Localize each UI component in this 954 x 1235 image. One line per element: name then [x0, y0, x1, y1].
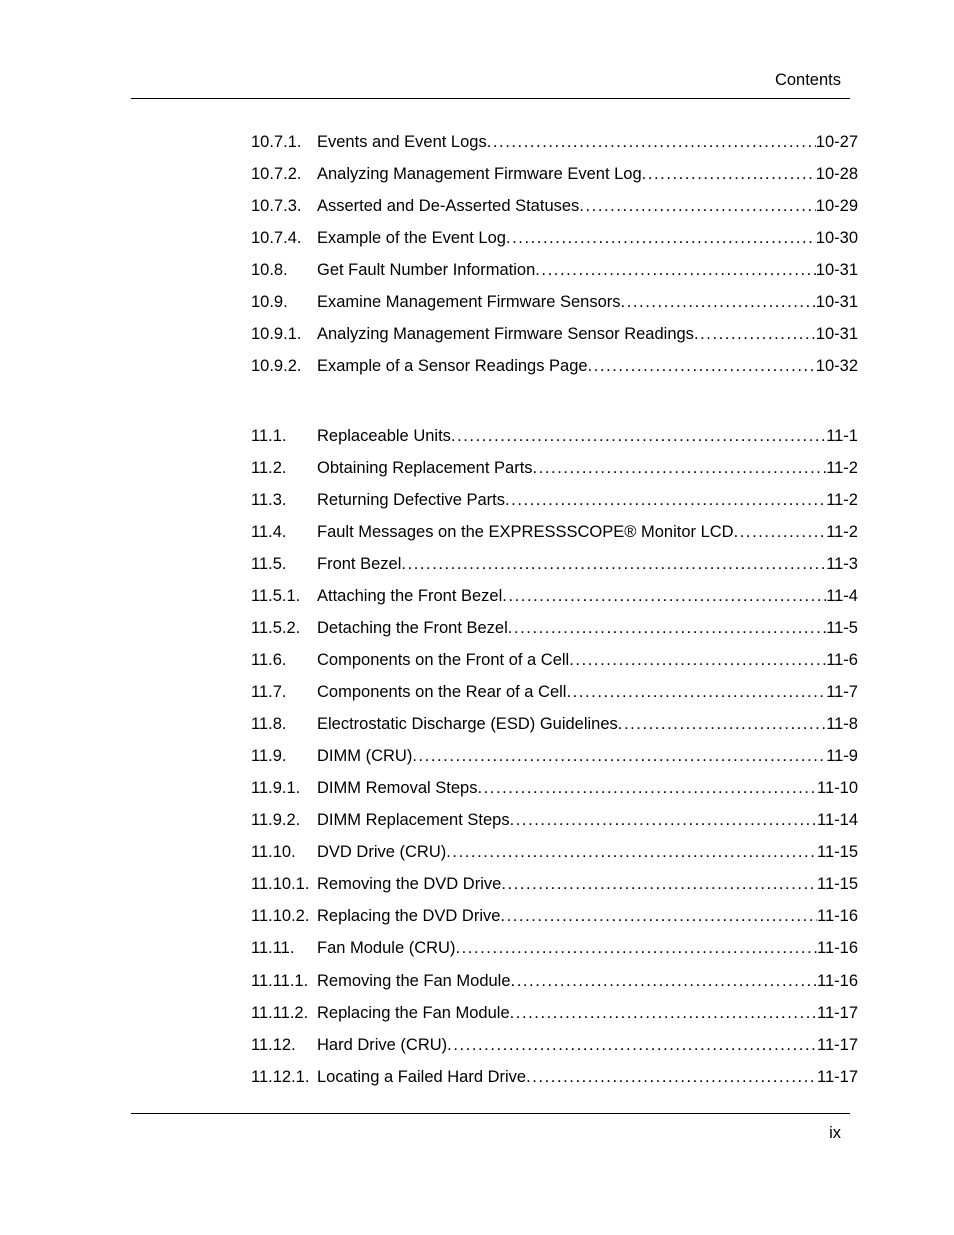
toc-dot-leader [734, 521, 827, 543]
toc-entry-page: 11-7 [826, 683, 858, 701]
toc-dot-leader [446, 841, 817, 863]
toc-entry-number: 11.4. [251, 523, 287, 541]
toc-dot-leader [533, 457, 827, 479]
toc-dot-leader [569, 649, 826, 671]
header-rule [131, 98, 850, 99]
toc-entry-title: Example of a Sensor Readings Page [317, 357, 588, 375]
toc-entry-page: 11-2 [826, 523, 858, 541]
toc-dot-leader [447, 1034, 817, 1056]
toc-entry-number: 11.11.1. [251, 972, 309, 990]
page-number: ix [829, 1124, 841, 1142]
toc-entry[interactable] [251, 163, 858, 185]
toc-dot-leader [412, 745, 826, 767]
toc-dot-leader [618, 713, 826, 735]
toc-entry-title: Components on the Front of a Cell [317, 651, 570, 669]
toc-entry-title: Removing the DVD Drive [317, 875, 502, 893]
toc-dot-leader [500, 905, 817, 927]
toc-entry[interactable] [251, 937, 858, 959]
toc-entry-title: Electrostatic Discharge (ESD) Guidelines [317, 715, 618, 733]
toc-entry-title: Locating a Failed Hard Drive [317, 1068, 527, 1086]
toc-entry-number: 11.9.1. [251, 779, 301, 797]
toc-entry-title: Detaching the Front Bezel [317, 619, 508, 637]
toc-entry-number: 11.12. [251, 1036, 296, 1054]
toc-dot-leader [401, 553, 826, 575]
toc-entry-number: 11.11.2. [251, 1004, 309, 1022]
toc-entry[interactable] [251, 1066, 858, 1088]
toc-entry-number: 11.9. [251, 747, 287, 765]
toc-entry-title: DIMM Removal Steps [317, 779, 478, 797]
toc-entry[interactable] [251, 873, 858, 895]
toc-entry-number: 11.11. [251, 939, 295, 957]
toc-entry-number: 10.8. [251, 261, 288, 279]
toc-dot-leader [535, 259, 816, 281]
toc-entry-page: 10-31 [815, 261, 858, 279]
toc-entry[interactable] [251, 457, 858, 479]
toc-entry-title: Events and Event Logs [317, 133, 487, 151]
toc-entry[interactable] [251, 1034, 858, 1056]
toc-entry[interactable] [251, 617, 858, 639]
toc-dot-leader [510, 809, 817, 831]
toc-entry-title: DIMM Replacement Steps [317, 811, 510, 829]
toc-entry-page: 10-32 [815, 357, 858, 375]
toc-entry-number: 11.5.2. [251, 619, 301, 637]
toc-entry[interactable] [251, 259, 858, 281]
toc-dot-leader [579, 195, 815, 217]
toc-entry[interactable] [251, 521, 858, 543]
toc-dot-leader [506, 227, 816, 249]
toc-entry-page: 10-27 [815, 133, 858, 151]
toc-entry[interactable] [251, 425, 858, 447]
toc-entry[interactable] [251, 323, 858, 345]
toc-dot-leader [621, 291, 816, 313]
toc-entry[interactable] [251, 291, 858, 313]
toc-entry-page: 11-10 [817, 779, 858, 797]
toc-entry-page: 11-6 [826, 651, 858, 669]
toc-entry[interactable] [251, 841, 858, 863]
toc-entry-number: 11.10.2. [251, 907, 310, 925]
toc-entry-page: 10-31 [815, 293, 858, 311]
toc-entry[interactable] [251, 355, 858, 377]
toc-entry-page: 11-8 [826, 715, 858, 733]
toc-entry-page: 11-2 [826, 491, 858, 509]
toc-entry-title: Analyzing Management Firmware Sensor Readings [317, 325, 694, 343]
toc-dot-leader [588, 355, 816, 377]
toc-dot-leader [455, 937, 817, 959]
toc-entry-number: 10.9.2. [251, 357, 302, 375]
toc-entry-number: 10.7.1. [251, 133, 302, 151]
toc-dot-leader [477, 777, 817, 799]
toc-entry-title: Fan Module (CRU) [317, 939, 456, 957]
toc-entry[interactable] [251, 1002, 858, 1024]
toc-entry-title: Replacing the DVD Drive [317, 907, 501, 925]
toc-entry-number: 10.9.1. [251, 325, 302, 343]
toc-entry-number: 11.7. [251, 683, 287, 701]
toc-dot-leader [510, 1002, 817, 1024]
toc-entry-page: 11-17 [817, 1036, 858, 1054]
toc-entry-page: 11-3 [826, 555, 858, 573]
toc-entry[interactable] [251, 713, 858, 735]
toc-entry-page: 11-16 [817, 907, 858, 925]
toc-entry-title: Fault Messages on the EXPRESSSCOPE® Monitor LCD [317, 523, 734, 541]
toc-entry-title: Hard Drive (CRU) [317, 1036, 448, 1054]
toc-entry-number: 11.1. [251, 427, 287, 445]
toc-entry-number: 11.8. [251, 715, 287, 733]
toc-entry-number: 11.10.1. [251, 875, 310, 893]
toc-entry-title: Analyzing Management Firmware Event Log [317, 165, 642, 183]
toc-entry[interactable] [251, 227, 858, 249]
toc-entry-number: 11.3. [251, 491, 287, 509]
toc-entry-title: Example of the Event Log [317, 229, 506, 247]
toc-entry-page: 11-16 [817, 939, 858, 957]
toc-entry-title: Get Fault Number Information [317, 261, 536, 279]
toc-entry-title: DVD Drive (CRU) [317, 843, 447, 861]
toc-dot-leader [502, 585, 826, 607]
toc-entry-page: 11-2 [826, 459, 858, 477]
toc-entry-title: Attaching the Front Bezel [317, 587, 503, 605]
toc-entry[interactable] [251, 585, 858, 607]
toc-entry-title: Front Bezel [317, 555, 402, 573]
toc-entry-number: 10.7.3. [251, 197, 302, 215]
toc-entry-number: 11.10. [251, 843, 296, 861]
toc-entry-number: 11.12.1. [251, 1068, 310, 1086]
toc-entry-title: Components on the Rear of a Cell [317, 683, 567, 701]
toc-entry-page: 11-9 [826, 747, 858, 765]
toc-entry-number: 10.9. [251, 293, 288, 311]
toc-entry-page: 11-16 [817, 972, 858, 990]
toc-entry[interactable] [251, 131, 858, 153]
toc-entry-number: 11.9.2. [251, 811, 301, 829]
toc-entry-number: 11.6. [251, 651, 287, 669]
toc-entry-page: 11-5 [826, 619, 858, 637]
toc-entry[interactable] [251, 649, 858, 671]
toc-entry-title: Returning Defective Parts [317, 491, 506, 509]
toc-dot-leader [694, 323, 816, 345]
toc-entry-title: Replacing the Fan Module [317, 1004, 510, 1022]
toc-dot-leader [642, 163, 816, 185]
toc-entry-page: 10-30 [815, 229, 858, 247]
toc-entry-page: 10-28 [815, 165, 858, 183]
toc-entry[interactable] [251, 745, 858, 767]
toc-entry[interactable] [251, 681, 858, 703]
toc-entry-number: 11.5.1. [251, 587, 301, 605]
footer-rule [131, 1113, 850, 1114]
toc-dot-leader [487, 131, 816, 153]
toc-entry-title: Asserted and De-Asserted Statuses [317, 197, 580, 215]
toc-entry-number: 11.2. [251, 459, 287, 477]
toc-entry[interactable] [251, 970, 858, 992]
toc-entry-title: Removing the Fan Module [317, 972, 511, 990]
toc-entry-page: 11-17 [817, 1068, 858, 1086]
toc-entry-page: 10-31 [815, 325, 858, 343]
toc-dot-leader [505, 489, 826, 511]
toc-entry-page: 11-15 [817, 875, 858, 893]
toc-entry-number: 10.7.2. [251, 165, 302, 183]
toc-entry-page: 11-4 [826, 587, 858, 605]
toc-entry-page: 11-17 [817, 1004, 858, 1022]
toc-entry-title: Obtaining Replacement Parts [317, 459, 533, 477]
toc-dot-leader [511, 970, 817, 992]
toc-dot-leader [526, 1066, 817, 1088]
toc-entry[interactable] [251, 809, 858, 831]
toc-entry[interactable] [251, 195, 858, 217]
toc-entry[interactable] [251, 905, 858, 927]
toc-dot-leader [451, 425, 826, 447]
toc-entry-page: 11-14 [817, 811, 858, 829]
toc-entry-title: Examine Management Firmware Sensors [317, 293, 621, 311]
toc-entry[interactable] [251, 489, 858, 511]
toc-dot-leader [508, 617, 826, 639]
toc-entry-page: 11-15 [817, 843, 858, 861]
toc-entry-number: 11.5. [251, 555, 287, 573]
toc-entry-title: Replaceable Units [317, 427, 451, 445]
toc-entry-title: DIMM (CRU) [317, 747, 413, 765]
toc-entry-number: 10.7.4. [251, 229, 302, 247]
toc-entry[interactable] [251, 777, 858, 799]
toc-entry-page: 10-29 [815, 197, 858, 215]
toc-dot-leader [566, 681, 826, 703]
running-header-title: Contents [774, 71, 841, 89]
toc-entry-page: 11-1 [826, 427, 858, 445]
toc-entry[interactable] [251, 553, 858, 575]
toc-dot-leader [501, 873, 817, 895]
